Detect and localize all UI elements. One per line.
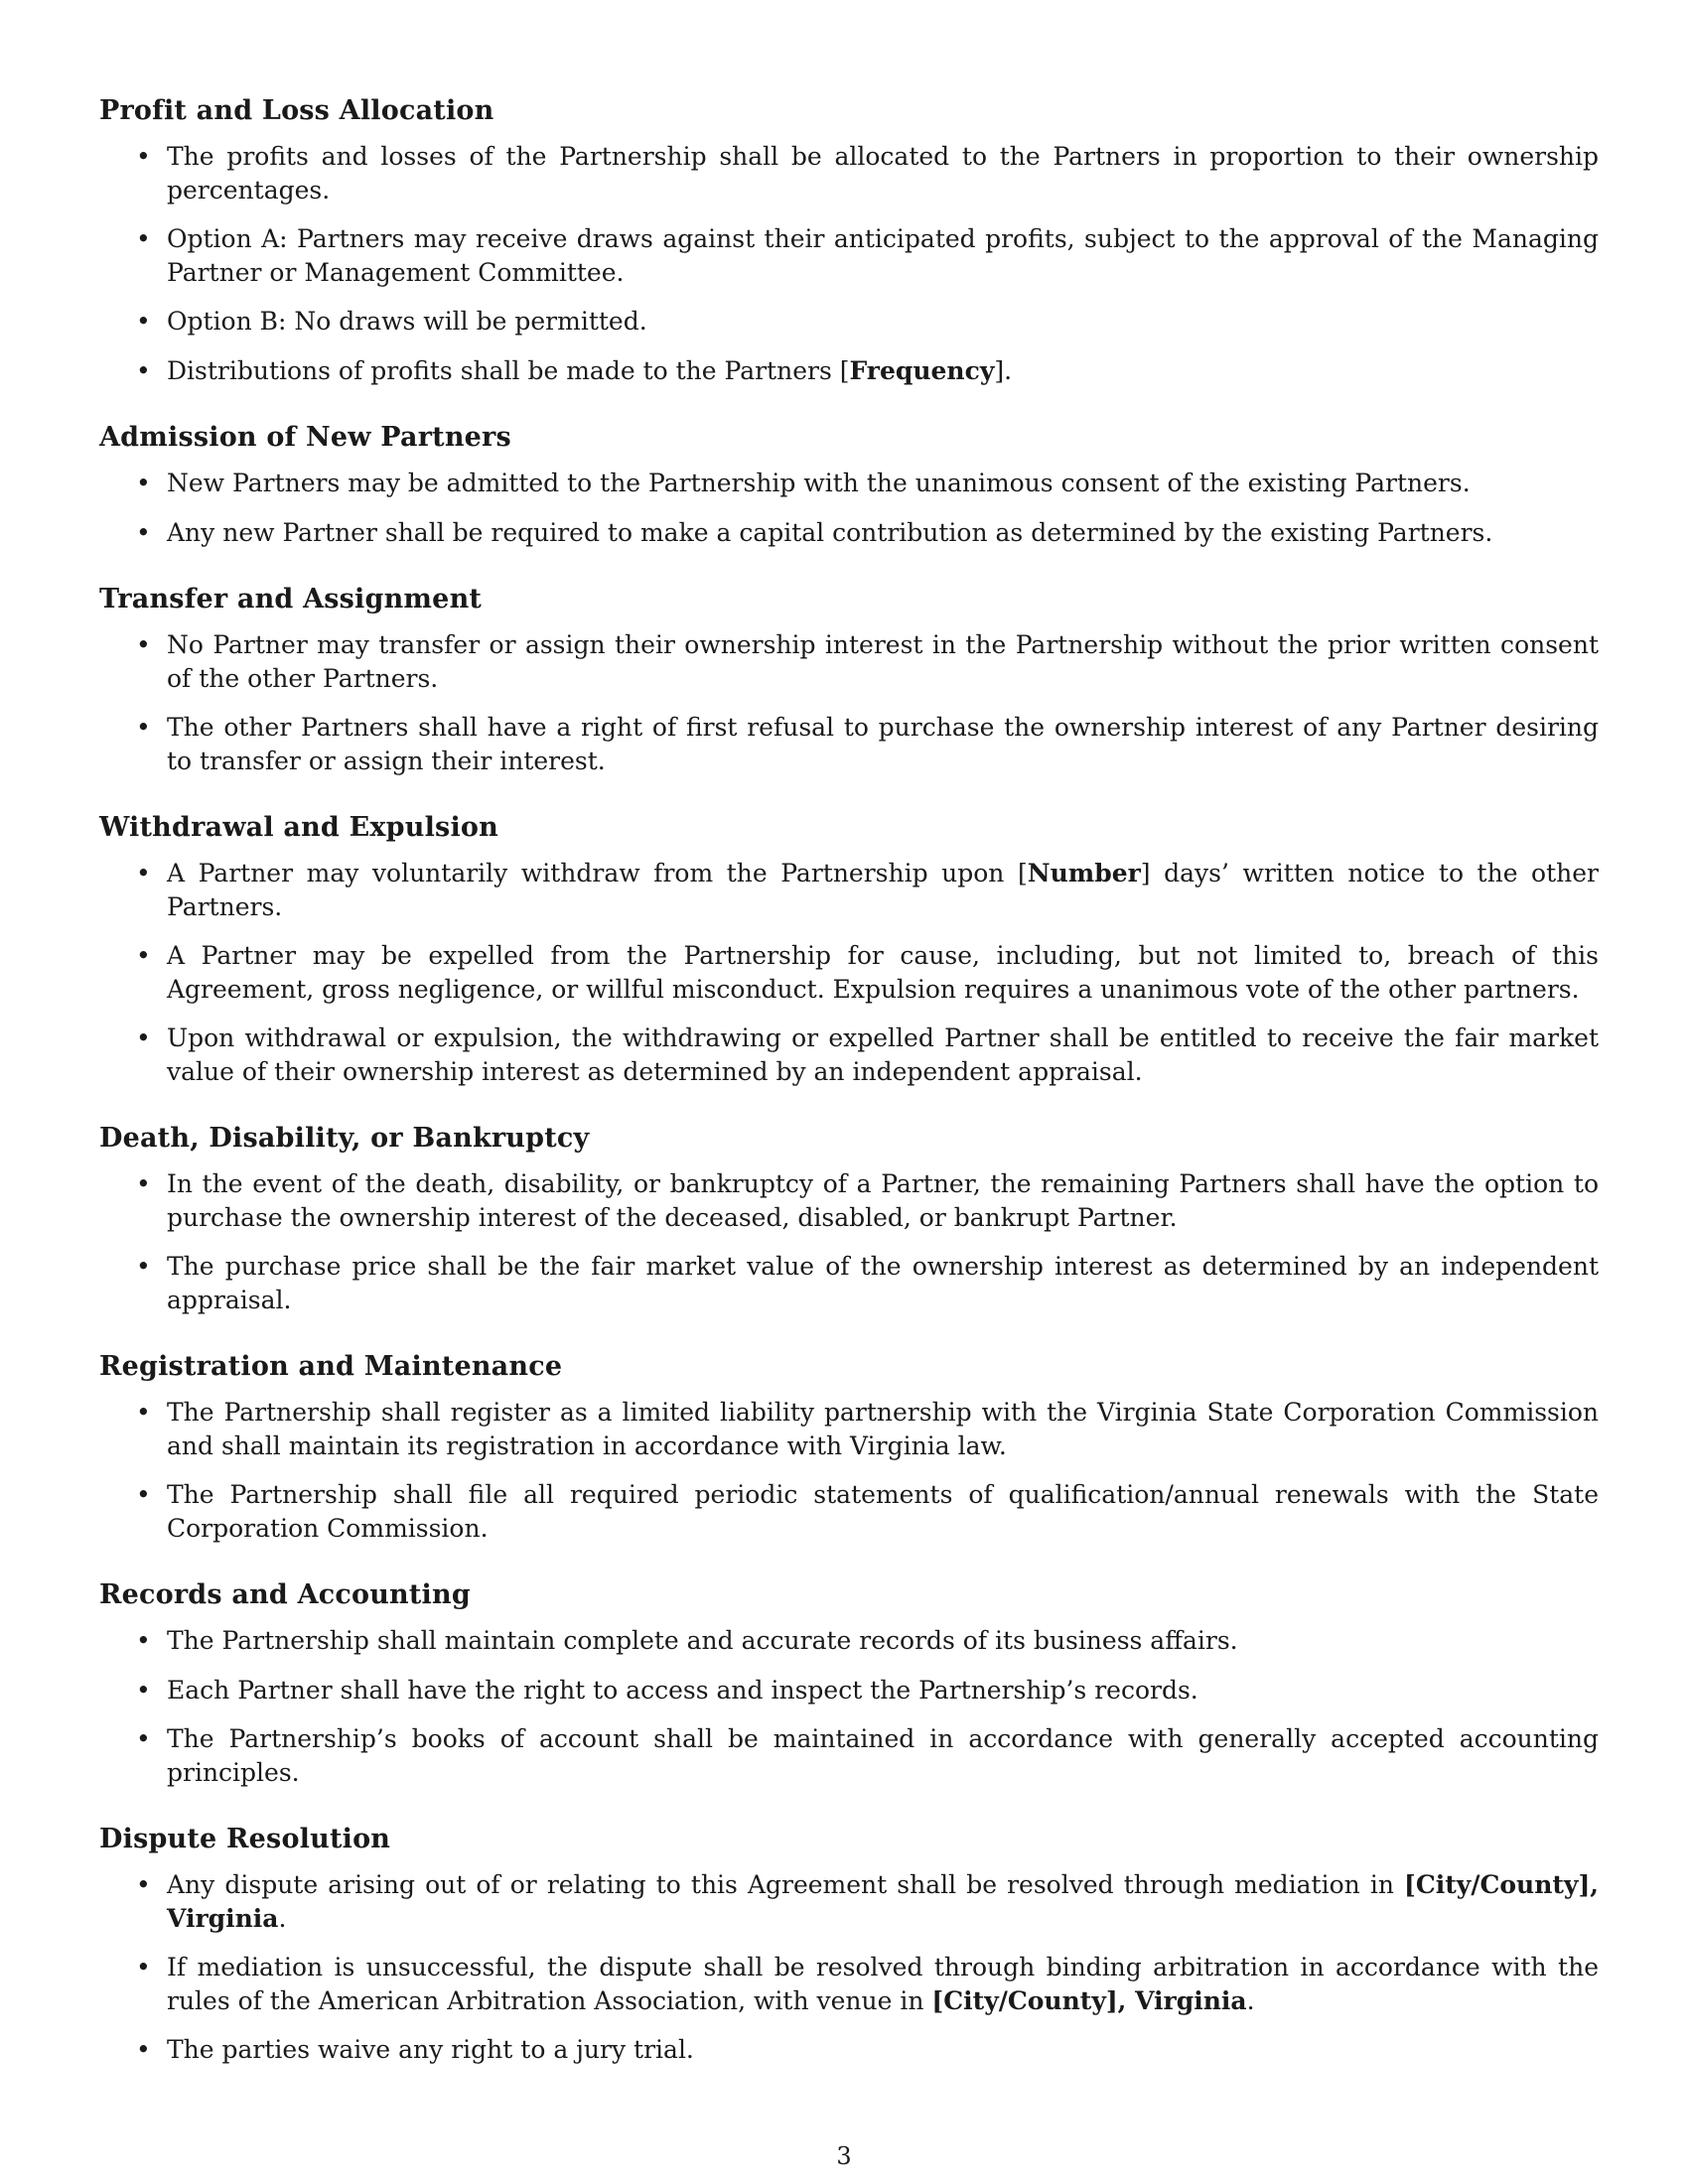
list-item (99, 857, 1599, 923)
list-item-text: ]. (994, 355, 1013, 385)
bullet-list (99, 467, 1599, 549)
list-item-text: The purchase price shall be the fair market value of the ownership interest as determined by an independent appraisal. (167, 1252, 1599, 1314)
list-item (99, 1674, 1599, 1707)
section-heading: Transfer and Assignment (99, 584, 483, 614)
list-item (99, 1478, 1599, 1545)
list-item (99, 222, 1599, 289)
list-item-text: No Partner may transfer or assign their ownership interest in the Partnership without the prior written consent of the other Partners. (167, 630, 1599, 693)
section (99, 1122, 1599, 1316)
list-item-text: Any dispute arising out of or relating to this Agreement shall be resolved through mediation in (167, 1870, 1405, 1899)
list-item (99, 467, 1599, 500)
section (99, 583, 1599, 777)
section (99, 1578, 1599, 1789)
list-item-text: The Partnership shall maintain complete and accurate records of its business affairs. (167, 1626, 1238, 1655)
list-item (99, 516, 1599, 550)
page-number: 3 (836, 2142, 852, 2170)
list-item (99, 2033, 1599, 2067)
bullet-list (99, 857, 1599, 1088)
list-item (99, 1022, 1599, 1088)
section (99, 421, 1599, 549)
list-item-text: The other Partners shall have a right of first refusal to purchase the ownership interest of any Partner desiring to transfer or assign their interest. (167, 713, 1599, 775)
bullet-list (99, 1167, 1599, 1316)
section (99, 811, 1599, 1088)
list-item-text: The parties waive any right to a jury trial. (167, 2035, 694, 2064)
list-item (99, 305, 1599, 339)
list-item-text: If mediation is unsuccessful, the dispute shall be resolved through binding arbitration in accordance with the rules of the American Arbitration Association, with venue in (167, 1953, 1599, 2015)
placeholder-text: Frequency (849, 355, 995, 385)
list-item (99, 354, 1599, 388)
list-item (99, 1868, 1599, 1935)
list-item (99, 1250, 1599, 1316)
placeholder-text: Number (1027, 859, 1141, 887)
section-heading: Withdrawal and Expulsion (99, 812, 498, 843)
list-item-text: ] days’ written notice to the other Partners. (167, 859, 1599, 921)
list-item (99, 1951, 1599, 2017)
list-item-text: The Partnership shall register as a limited liability partnership with the Virginia State Corporation Commission and shall maintain its registration in accordance with Virginia law. (167, 1398, 1599, 1460)
placeholder-text: [City/County], Virginia (167, 1870, 1599, 1933)
section-heading: Records and Accounting (99, 1579, 471, 1610)
list-item (99, 939, 1599, 1006)
list-item (99, 140, 1599, 206)
placeholder-text: [City/County], Virginia (931, 1985, 1247, 2015)
list-item-text: The Partnership shall file all required periodic statements of qualification/annual renewals with the State Corporation Commission. (167, 1480, 1599, 1543)
section (99, 1823, 1599, 2067)
document-page (99, 94, 1599, 2101)
list-item-text: The Partnership’s books of account shall be maintained in accordance with generally accepted accounting principles. (167, 1724, 1599, 1787)
section-heading: Profit and Loss Allocation (99, 95, 494, 126)
bullet-list (99, 628, 1599, 777)
list-item (99, 1722, 1599, 1789)
list-item-text: . (278, 1903, 287, 1933)
list-item-text: A Partner may be expelled from the Partnership for cause, including, but not limited to, breach of this Agreement, gross negligence, or willful misconduct. Expulsion requires a unanimous vote of the other partners. (167, 941, 1599, 1004)
section-heading: Admission of New Partners (99, 422, 511, 453)
list-item-text: New Partners may be admitted to the Partnership with the unanimous consent of the existing Partners. (167, 469, 1471, 497)
list-item (99, 1167, 1599, 1234)
list-item (99, 711, 1599, 777)
bullet-list (99, 1624, 1599, 1789)
list-item-text: In the event of the death, disability, or bankruptcy of a Partner, the remaining Partners shall have the option to purchase the ownership interest of the deceased, disabled, or bankrupt Partner. (167, 1169, 1599, 1232)
list-item-text: Any new Partner shall be required to make a capital contribution as determined by the existing Partners. (167, 517, 1493, 547)
list-item-text: Distributions of profits shall be made to the Partners [ (167, 355, 850, 385)
bullet-list (99, 140, 1599, 387)
section (99, 94, 1599, 387)
section-heading: Registration and Maintenance (99, 1351, 563, 1382)
list-item-text: A Partner may voluntarily withdraw from the Partnership upon [ (167, 859, 1028, 887)
list-item-text: . (1246, 1985, 1255, 2015)
bullet-list (99, 1396, 1599, 1545)
list-item (99, 628, 1599, 695)
list-item-text: Upon withdrawal or expulsion, the withdrawing or expelled Partner shall be entitled to receive the fair market value of their ownership interest as determined by an independent appraisal. (167, 1024, 1599, 1086)
section (99, 1350, 1599, 1545)
list-item (99, 1624, 1599, 1658)
section-heading: Death, Disability, or Bankruptcy (99, 1123, 590, 1154)
list-item-text: Option A: Partners may receive draws against their anticipated profits, subject to the approval of the Managing Partner or Management Committee. (167, 224, 1599, 287)
list-item-text: Each Partner shall have the right to access and inspect the Partnership’s records. (167, 1675, 1198, 1705)
section-heading: Dispute Resolution (99, 1824, 391, 1854)
list-item-text: Option B: No draws will be permitted. (167, 307, 647, 336)
list-item (99, 1396, 1599, 1462)
bullet-list (99, 1868, 1599, 2067)
list-item-text: The profits and losses of the Partnership shall be allocated to the Partners in proportion to their ownership percentages. (167, 142, 1599, 205)
